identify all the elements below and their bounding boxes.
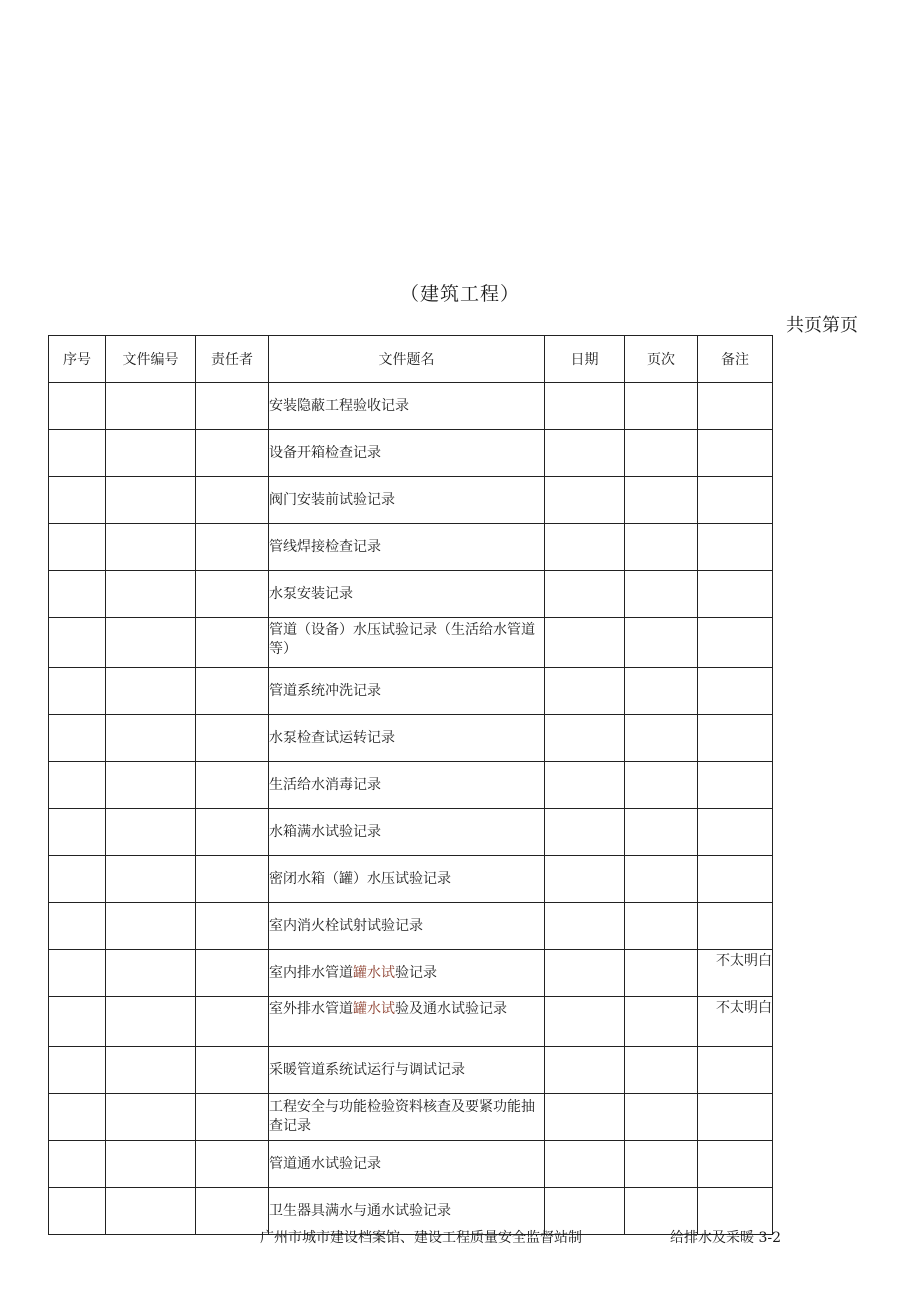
index-cell <box>49 1141 106 1188</box>
pages-cell <box>625 715 698 762</box>
date-cell <box>545 950 625 997</box>
date-cell <box>545 715 625 762</box>
pages-cell <box>625 618 698 668</box>
remarks-cell: 不太明白 <box>698 997 773 1047</box>
pages-cell <box>625 383 698 430</box>
file-title-cell: 管道（设备）水压试验记录（生活给水管道等） <box>269 618 545 668</box>
file-number-cell <box>106 950 196 997</box>
remarks-cell <box>698 809 773 856</box>
table-row <box>49 903 773 950</box>
table-row <box>49 1141 773 1188</box>
file-title-cell: 设备开箱检查记录 <box>269 430 545 477</box>
file-title-cell: 安装隐蔽工程验收记录 <box>269 383 545 430</box>
file-number-cell <box>106 1141 196 1188</box>
file-title-text: 室外排水管道 <box>269 1001 353 1017</box>
file-number-cell <box>106 856 196 903</box>
file-number-cell <box>106 430 196 477</box>
table-row <box>49 524 773 571</box>
index-cell <box>49 1047 106 1094</box>
responsible-cell <box>196 809 269 856</box>
file-number-cell <box>106 762 196 809</box>
pages-cell <box>625 1047 698 1094</box>
index-cell <box>49 715 106 762</box>
responsible-cell <box>196 477 269 524</box>
date-cell <box>545 524 625 571</box>
responsible-cell <box>196 997 269 1047</box>
pages-cell <box>625 477 698 524</box>
file-number-cell <box>106 1094 196 1141</box>
highlighted-text: 罐水试 <box>353 1001 395 1017</box>
column-header-file-title: 文件题名 <box>269 336 545 383</box>
file-title-cell: 工程安全与功能检验资料核查及要紧功能抽查记录 <box>269 1094 545 1141</box>
table-row <box>49 477 773 524</box>
responsible-cell <box>196 571 269 618</box>
date-cell <box>545 1141 625 1188</box>
file-title-cell: 室内消火栓试射试验记录 <box>269 903 545 950</box>
file-number-cell <box>106 903 196 950</box>
file-title-cell: 水泵安装记录 <box>269 571 545 618</box>
responsible-cell <box>196 715 269 762</box>
date-cell <box>545 618 625 668</box>
index-cell <box>49 618 106 668</box>
pages-cell <box>625 668 698 715</box>
index-cell <box>49 950 106 997</box>
index-cell <box>49 1188 106 1235</box>
table-row <box>49 762 773 809</box>
table-row <box>49 1047 773 1094</box>
table-row <box>49 856 773 903</box>
footer-form-code: 给排水及采暖 3-2 <box>670 1230 781 1246</box>
responsible-cell <box>196 668 269 715</box>
date-cell <box>545 430 625 477</box>
responsible-cell <box>196 1094 269 1141</box>
responsible-cell <box>196 1141 269 1188</box>
table-row <box>49 571 773 618</box>
table-header-row <box>49 336 773 383</box>
responsible-cell <box>196 1188 269 1235</box>
pages-cell <box>625 571 698 618</box>
index-cell <box>49 762 106 809</box>
remarks-cell <box>698 1047 773 1094</box>
pages-cell <box>625 430 698 477</box>
index-cell <box>49 668 106 715</box>
file-title-cell: 管线焊接检查记录 <box>269 524 545 571</box>
date-cell <box>545 571 625 618</box>
file-number-cell <box>106 997 196 1047</box>
date-cell <box>545 856 625 903</box>
pages-cell <box>625 809 698 856</box>
remarks-cell <box>698 1094 773 1141</box>
file-title-cell: 卫生器具满水与通水试验记录 <box>269 1188 545 1235</box>
pages-cell <box>625 1141 698 1188</box>
highlighted-text: 罐水试 <box>353 964 395 981</box>
table-row <box>49 618 773 668</box>
file-number-cell <box>106 383 196 430</box>
file-number-cell <box>106 618 196 668</box>
table-row <box>49 809 773 856</box>
pages-cell <box>625 950 698 997</box>
remarks-cell <box>698 618 773 668</box>
remarks-cell <box>698 383 773 430</box>
table-row <box>49 950 773 997</box>
index-cell <box>49 430 106 477</box>
responsible-cell <box>196 383 269 430</box>
index-cell <box>49 383 106 430</box>
file-title-cell: 阀门安装前试验记录 <box>269 477 545 524</box>
file-title-cell <box>269 950 545 997</box>
pages-cell <box>625 997 698 1047</box>
file-number-cell <box>106 668 196 715</box>
remarks-cell <box>698 477 773 524</box>
file-number-cell <box>106 524 196 571</box>
responsible-cell <box>196 903 269 950</box>
page-count: 共页第页 <box>786 315 858 336</box>
table-row <box>49 1094 773 1141</box>
table-row <box>49 715 773 762</box>
remarks-cell <box>698 762 773 809</box>
file-title-cell: 密闭水箱（罐）水压试验记录 <box>269 856 545 903</box>
date-cell <box>545 997 625 1047</box>
remarks-cell <box>698 715 773 762</box>
date-cell <box>545 809 625 856</box>
responsible-cell <box>196 856 269 903</box>
column-header-remarks: 备注 <box>698 336 773 383</box>
file-title-text: 验记录 <box>395 964 437 981</box>
date-cell <box>545 383 625 430</box>
index-cell <box>49 524 106 571</box>
index-cell <box>49 809 106 856</box>
file-title-cell: 生活给水消毒记录 <box>269 762 545 809</box>
pages-cell <box>625 903 698 950</box>
index-cell <box>49 477 106 524</box>
file-number-cell <box>106 571 196 618</box>
date-cell <box>545 477 625 524</box>
pages-cell <box>625 524 698 571</box>
date-cell <box>545 903 625 950</box>
file-title-text: 室内排水管道 <box>269 964 353 981</box>
page-title: （建筑工程） <box>399 283 520 305</box>
table-row <box>49 668 773 715</box>
column-header-date: 日期 <box>545 336 625 383</box>
file-title-cell: 管道通水试验记录 <box>269 1141 545 1188</box>
table-row <box>49 383 773 430</box>
column-header-index: 序号 <box>49 336 106 383</box>
index-cell <box>49 856 106 903</box>
remarks-cell <box>698 856 773 903</box>
remarks-cell: 不太明白 <box>698 950 773 997</box>
index-cell <box>49 997 106 1047</box>
date-cell <box>545 1047 625 1094</box>
remarks-cell <box>698 903 773 950</box>
table-row <box>49 997 773 1047</box>
responsible-cell <box>196 762 269 809</box>
remarks-cell <box>698 1141 773 1188</box>
pages-cell <box>625 1094 698 1141</box>
index-cell <box>49 903 106 950</box>
column-header-pages: 页次 <box>625 336 698 383</box>
file-title-cell: 采暖管道系统试运行与调试记录 <box>269 1047 545 1094</box>
responsible-cell <box>196 430 269 477</box>
file-title-cell: 水泵检查试运转记录 <box>269 715 545 762</box>
file-number-cell <box>106 1188 196 1235</box>
file-title-text: 验及通水试验记录 <box>395 1001 507 1017</box>
file-title-cell: 水箱满水试验记录 <box>269 809 545 856</box>
remarks-cell <box>698 524 773 571</box>
column-header-file-number: 文件编号 <box>106 336 196 383</box>
file-number-cell <box>106 809 196 856</box>
date-cell <box>545 668 625 715</box>
index-cell <box>49 571 106 618</box>
date-cell <box>545 1094 625 1141</box>
remarks-cell <box>698 668 773 715</box>
table-row <box>49 430 773 477</box>
footer-organization: 广州市城市建设档案馆、建设工程质量安全监督站制 <box>260 1230 582 1246</box>
column-header-responsible: 责任者 <box>196 336 269 383</box>
file-title-cell <box>269 997 545 1047</box>
responsible-cell <box>196 524 269 571</box>
pages-cell <box>625 762 698 809</box>
file-number-cell <box>106 477 196 524</box>
responsible-cell <box>196 950 269 997</box>
file-title-cell: 管道系统冲洗记录 <box>269 668 545 715</box>
responsible-cell <box>196 618 269 668</box>
remarks-cell <box>698 571 773 618</box>
date-cell <box>545 762 625 809</box>
file-register-table <box>48 335 773 1235</box>
responsible-cell <box>196 1047 269 1094</box>
pages-cell <box>625 856 698 903</box>
file-number-cell <box>106 1047 196 1094</box>
file-number-cell <box>106 715 196 762</box>
index-cell <box>49 1094 106 1141</box>
remarks-cell <box>698 430 773 477</box>
